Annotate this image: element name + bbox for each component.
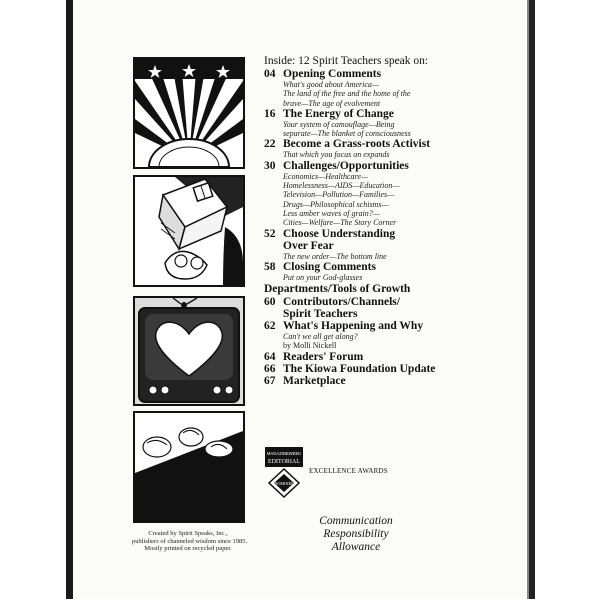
toc-title: Contributors/Channels/ [283,296,400,309]
toc-page-number: 66 [264,362,276,375]
flag-sunburst-illustration [133,57,245,169]
toc-entry [264,363,464,375]
toc-entry [264,296,464,320]
toc-subtitle: Homelessness—AIDS—Education— [283,181,400,191]
toc-entry [264,68,464,108]
house-in-hands-illustration [133,175,245,287]
toc-entry [264,351,464,363]
toc-title: Marketplace [283,374,346,387]
credits-line: Created by Spirit Speaks, Inc., [148,530,228,537]
toc-page-number: 16 [264,107,276,120]
motto-line: Allowance [331,541,381,553]
toc-title: Readers' Forum [283,350,364,363]
toc-title: Challenges/Opportunities [283,159,409,172]
award-label: EXCELLENCE AWARDS [309,467,388,475]
toc-page-number: 30 [264,159,276,172]
toc-title: What's Happening and Why [283,320,424,333]
publisher-credits [132,530,248,553]
toc-title: Choose Understanding [283,227,396,240]
toc-subtitle: What's good about America— [283,80,380,89]
heart-television-illustration [133,296,245,406]
toc-page-number: 22 [264,138,276,151]
toc-page-number: 64 [264,350,276,363]
toc-title: Closing Comments [283,260,376,273]
motto [296,515,416,554]
motto-line: Communication [319,515,393,527]
toc-subtitle: The new order—The bottom line [283,251,387,261]
scan-edge-left [66,0,73,599]
toc-subtitle: brave—The age of evolvement [283,98,381,108]
award-badge-line1: MAGAZINEWEEK [266,451,302,456]
toc-subtitle: Drugs—Philosophical schisms— [283,199,389,209]
toc-entry [264,138,464,159]
toc-subtitle: Can't we all get along? [283,332,358,342]
award-badge-bottom: NOMINEE [274,481,294,486]
toc-title: Opening Comments [283,68,382,80]
toc-subtitle: Economics—Healthcare— [283,171,369,181]
toc-entry [264,108,464,139]
toc-page-number: 60 [264,296,276,309]
award-badge-block [262,447,412,507]
toc-entry [264,228,464,261]
toc-subtitle: separate—The blanket of consciousness [283,129,411,139]
toc-heading: Inside: 12 Spirit Teachers speak on: [264,55,429,67]
toc-byline: by Molli Nickell [283,341,337,351]
toc-entry [264,160,464,228]
toc-entry [264,261,464,282]
people-on-hill-illustration [133,411,245,523]
toc-subtitle: Put on your God-glasses [283,272,363,282]
credits-line: publishers of channeled wisdom since 1985. [132,537,248,545]
scan-edge-right [529,0,535,599]
toc-subtitle: Cities—Welfare—The Story Corner [283,218,397,228]
toc-title: The Kiowa Foundation Update [283,362,436,375]
toc-subtitle: Television—Pollution—Families— [283,190,395,200]
toc-title: Become a Grass-roots Activist [283,138,431,151]
departments-heading: Departments/Tools of Growth [264,283,411,296]
award-badge-icon [265,447,303,499]
toc-entry [264,375,464,387]
award-badge-line2: EDITORIAL [268,459,300,465]
toc-subtitle: That which you focus on expands [283,150,390,160]
toc-title-line2: Over Fear [283,239,334,252]
motto-line: Responsibility [323,528,389,540]
table-of-contents [264,55,464,387]
toc-subtitle: The land of the free and the home of the [283,89,411,99]
toc-title: The Energy of Change [283,107,394,120]
credits-line: Mostly printed on recycled paper. [144,545,232,552]
toc-title-line2: Spirit Teachers [283,308,358,321]
toc-page-number: 67 [264,374,276,387]
toc-subtitle: Your system of camouflage—Being [283,119,395,129]
toc-subtitle: Less amber waves of grain?— [283,208,380,218]
toc-page-number: 62 [264,320,276,333]
toc-page-number: 04 [264,68,276,80]
toc-entry [264,320,464,351]
toc-page-number: 52 [264,227,276,240]
toc-page-number: 58 [264,260,276,273]
